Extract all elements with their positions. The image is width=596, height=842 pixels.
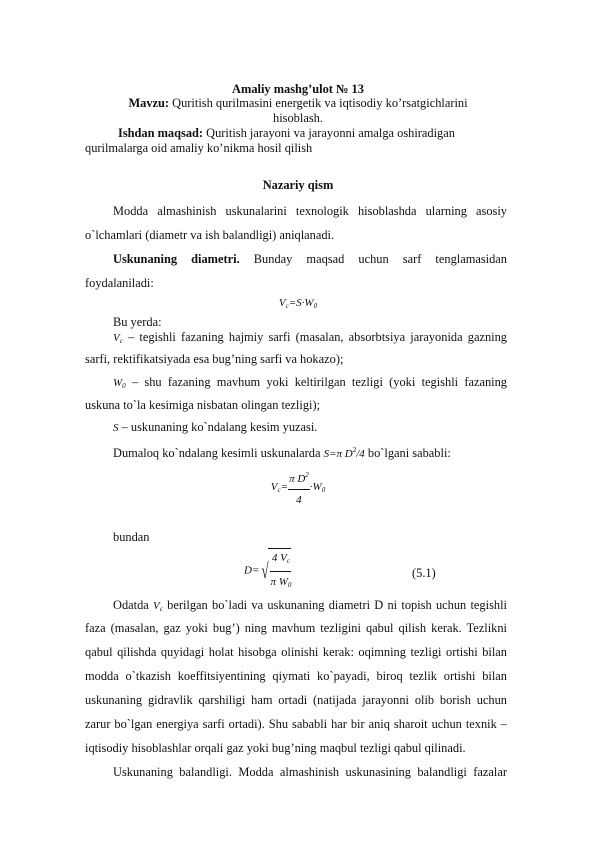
eq-subscript: 0 xyxy=(287,581,292,589)
paragraph-line xyxy=(113,598,507,616)
subsection-heading: Uskunaning diametri. xyxy=(113,252,240,266)
eq-numerator: 4 V xyxy=(271,552,287,564)
goal-line xyxy=(118,126,455,140)
paragraph-line: Uskunaning balandligi. Modda almashinish uskunasining balandligi fazalar xyxy=(113,765,507,779)
topic-line xyxy=(0,96,596,110)
equation-3 xyxy=(244,548,291,594)
eq-subscript: 0 xyxy=(122,382,126,390)
paragraph-line: Modda almashinish uskunalarini texnologik hisoblashda ularning asosiy xyxy=(113,204,507,218)
eq-denominator: 4 xyxy=(296,494,302,506)
topic-label: Mavzu: xyxy=(128,96,170,110)
paragraph-text: Dumaloq ko`ndalang kesimli uskunalarda xyxy=(113,446,324,460)
eq-symbol: ·W xyxy=(309,481,322,494)
eq-numerator: π D xyxy=(289,473,306,485)
equation-2 xyxy=(0,466,596,509)
eq-symbol: = xyxy=(280,481,289,494)
paragraph-text: Odatda xyxy=(113,598,154,612)
paragraph-text: – shu fazaning mavhum yoki keltirilgan tezligi (yoki tegishli fazaning xyxy=(125,375,507,389)
definition-line xyxy=(113,375,507,393)
paragraph-line: Bu yerda: xyxy=(113,315,162,329)
eq-symbol: V xyxy=(113,332,120,344)
eq-symbol: =S·W xyxy=(288,297,314,309)
paragraph-text: bo`lgani sababli: xyxy=(364,446,451,460)
sqrt-sign: √ xyxy=(261,558,270,583)
eq-subscript: c xyxy=(277,486,281,495)
paragraph-line: foydalaniladi: xyxy=(85,276,154,290)
eq-symbol: V xyxy=(270,481,278,494)
paragraph-line: uskunaning gidravlik qarshiligi ham ortadi (natijada jarayonni olib borish uchun xyxy=(85,693,507,707)
equation-number: (5.1) xyxy=(412,566,436,580)
eq-subscript: c xyxy=(159,605,163,613)
paragraph-line: zarur bo`lgan energiya sarfi ortadi). Shu sababli har bir aniq sharoit uchun texnik – xyxy=(85,717,507,731)
eq-superscript: 2 xyxy=(352,446,357,454)
paragraph-line: o`lchamlari (diametr va ish balandligi) aniqlanadi. xyxy=(85,228,335,242)
eq-symbol: D= xyxy=(244,564,260,577)
eq-symbol: V xyxy=(278,297,286,309)
paragraph-text: berilgan bo`ladi va uskunaning diametri D ni topish uchun tegishli xyxy=(162,598,507,612)
eq-fraction xyxy=(270,549,291,594)
eq-subscript: 0 xyxy=(313,302,318,310)
paragraph-text: Bunday maqsad uchun sarf tenglamasidan xyxy=(239,252,507,266)
page-title: Amaliy mashg’ulot № 13 xyxy=(232,82,364,96)
eq-subscript: c xyxy=(119,337,123,345)
eq-fraction xyxy=(288,466,310,509)
goal-label: Ishdan maqsad: xyxy=(118,126,204,140)
paragraph-text: – tegishli fazaning hajmiy sarfi (masalan, absorbtsiya jarayonida gazning xyxy=(122,330,507,344)
goal-text: Quritish jarayoni va jarayonni amalga oshiradigan xyxy=(203,126,455,140)
paragraph-text: – uskunaning ko`ndalang kesim yuzasi. xyxy=(118,420,318,434)
eq-denominator: π W xyxy=(270,576,288,588)
eq-superscript: 2 xyxy=(305,471,309,479)
equation-1 xyxy=(0,296,596,313)
paragraph-line: iqtisodiy hisoblashlar orqali gaz yoki bug’ning maqbul tezligi qabul qilinadi. xyxy=(85,741,466,755)
paragraph-line: modda o`tkazish koeffitsiyentining qiymati ko`payadi, biroq tezlik ortishi bilan xyxy=(85,669,507,683)
eq-radicand xyxy=(268,548,291,594)
section-title: Nazariy qism xyxy=(262,178,334,192)
eq-symbol: S xyxy=(113,422,119,434)
inline-formula: S=π D xyxy=(323,448,353,460)
paragraph-line: faza (masalan, gaz yoki bug’) ning mavhum tezligini qabul qilish kerak. Tezlikni xyxy=(85,621,507,635)
eq-symbol: V xyxy=(153,600,160,612)
definition-line: uskuna to`la kesimiga nisbatan olingan tezligi); xyxy=(85,398,321,412)
eq-subscript: c xyxy=(286,557,290,565)
paragraph-line: bundan xyxy=(113,530,150,544)
goal-text-cont: qurilmalarga oid amaliy ko’nikma hosil qilish xyxy=(85,141,313,155)
topic-text-cont: hisoblash. xyxy=(273,111,323,125)
definition-line xyxy=(113,420,317,435)
paragraph-line xyxy=(113,443,451,461)
paragraph-line xyxy=(113,252,507,266)
eq-subscript: 0 xyxy=(321,486,326,495)
definition-line xyxy=(113,330,507,348)
inline-formula: /4 xyxy=(356,448,365,460)
topic-text: Quritish qurilmasini energetik va iqtisodiy ko’rsatgichlarini xyxy=(169,96,468,110)
definition-line: sarfi, rektifikatsiyada esa bug’ning sarfi va hokazo); xyxy=(85,352,344,366)
paragraph-line: qabul qilishda quyidagi holat hisobga olinishi kerak: oqimning tezligi ortishi bilan xyxy=(85,645,507,659)
eq-symbol: W xyxy=(113,377,123,389)
eq-subscript: c xyxy=(285,302,289,310)
